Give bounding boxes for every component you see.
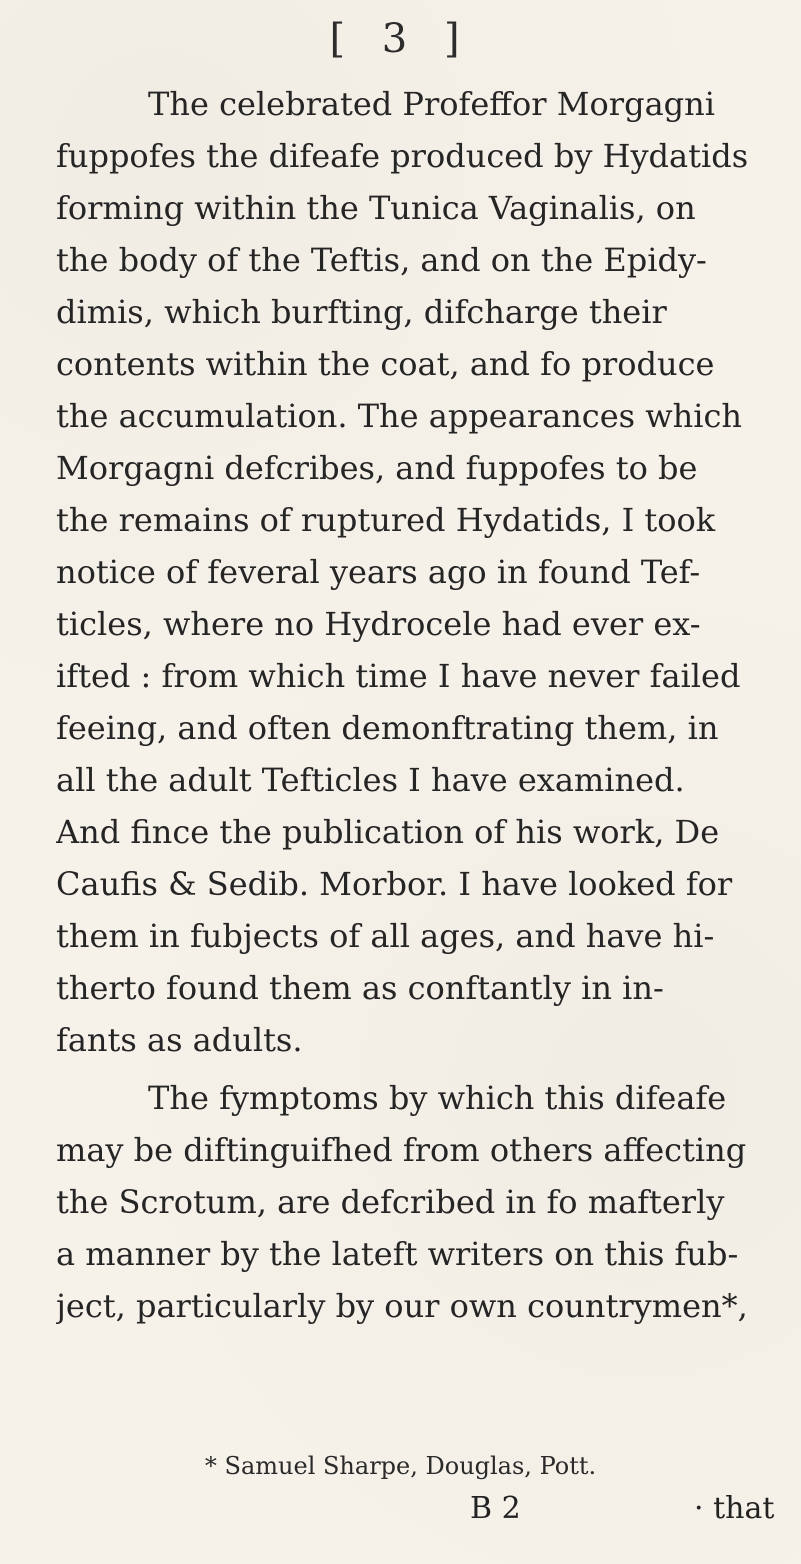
paragraph-line: And fince the publication of his work, De (56, 813, 720, 851)
paragraph-line: the Scrotum, are defcribed in fo mafterly (56, 1183, 725, 1221)
page-number: [ 3 ] (329, 16, 472, 62)
paragraph-line: may be diftinguifhed from others affecting (56, 1131, 747, 1169)
first-paragraph (56, 78, 780, 1066)
paragraph-line: fants as adults. (56, 1021, 303, 1059)
paragraph-line: them in fubjects of all ages, and have hi- (56, 917, 715, 955)
paragraph-line: The celebrated Profeffor Morgagni (148, 85, 715, 123)
paragraph-line: contents within the coat, and fo produce (56, 345, 715, 383)
paragraph-line: Morgagni defcribes, and fuppofes to be (56, 449, 698, 487)
second-paragraph (56, 1072, 780, 1332)
paragraph-line: Caufis & Sedib. Morbor. I have looked for (56, 865, 733, 903)
paragraph-line: ifted : from which time I have never failed (56, 657, 741, 695)
footnote: * Samuel Sharpe, Douglas, Pott. (204, 1452, 597, 1480)
paragraph-line: notice of feveral years ago in found Tef- (56, 553, 701, 591)
paragraph-line: the accumulation. The appearances which (56, 397, 743, 435)
paragraph-line: fuppofes the difeafe produced by Hydatids (56, 137, 749, 175)
paragraph-line: therto found them as conftantly in in- (56, 969, 664, 1007)
catchword: · that (694, 1491, 775, 1526)
paragraph-line: feeing, and often demonftrating them, in (56, 709, 719, 747)
paragraph-line: dimis, which burfting, difcharge their (56, 293, 667, 331)
paragraph-line: all the adult Tefticles I have examined. (56, 761, 685, 799)
paragraph-line: ject, particularly by our own countrymen*, (56, 1287, 748, 1325)
paragraph-line: a manner by the lateft writers on this fub- (56, 1235, 739, 1273)
paragraph-line: the body of the Teftis, and on the Epidy- (56, 241, 707, 279)
paragraph-line: The fymptoms by which this difeafe (148, 1079, 727, 1117)
paragraph-line: forming within the Tunica Vaginalis, on (56, 189, 696, 227)
paragraph-line: the remains of ruptured Hydatids, I took (56, 501, 716, 539)
signature-mark: B 2 (470, 1491, 521, 1526)
paragraph-line: ticles, where no Hydrocele had ever ex- (56, 605, 701, 643)
